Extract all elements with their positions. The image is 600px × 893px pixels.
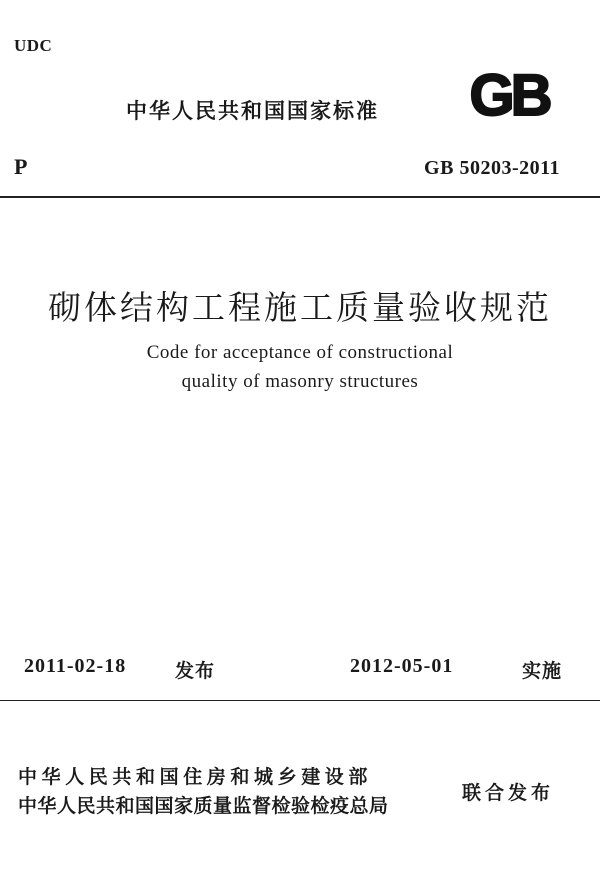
national-standard-label: 中华人民共和国国家标准 xyxy=(126,99,379,123)
title-english-line1: Code for acceptance of constructional xyxy=(146,342,454,363)
effective-date: 2012-05-01 xyxy=(350,655,454,677)
issue-date: 2011-02-18 xyxy=(24,655,127,677)
title-english-line2: quality of masonry structures xyxy=(181,371,419,392)
issue-label: 发布 xyxy=(175,660,216,682)
issuer-ministry-housing: 中华人民共和国住房和城乡建设部 xyxy=(18,766,373,788)
issuer-aqsiq: 中华人民共和国国家质量监督检验检疫总局 xyxy=(18,795,389,817)
udc-label: UDC xyxy=(14,36,53,55)
standard-number: GB 50203-2011 xyxy=(424,157,560,179)
classification-code: P xyxy=(14,154,28,179)
title-chinese: 砌体结构工程施工质量验收规范 xyxy=(48,288,552,327)
bottom-divider xyxy=(0,700,600,701)
joint-issue-label: 联合发布 xyxy=(462,782,555,804)
effective-label: 实施 xyxy=(522,660,563,682)
gb-logo-text: GB xyxy=(469,64,549,124)
top-divider xyxy=(0,196,600,198)
gb-logo xyxy=(455,64,563,124)
